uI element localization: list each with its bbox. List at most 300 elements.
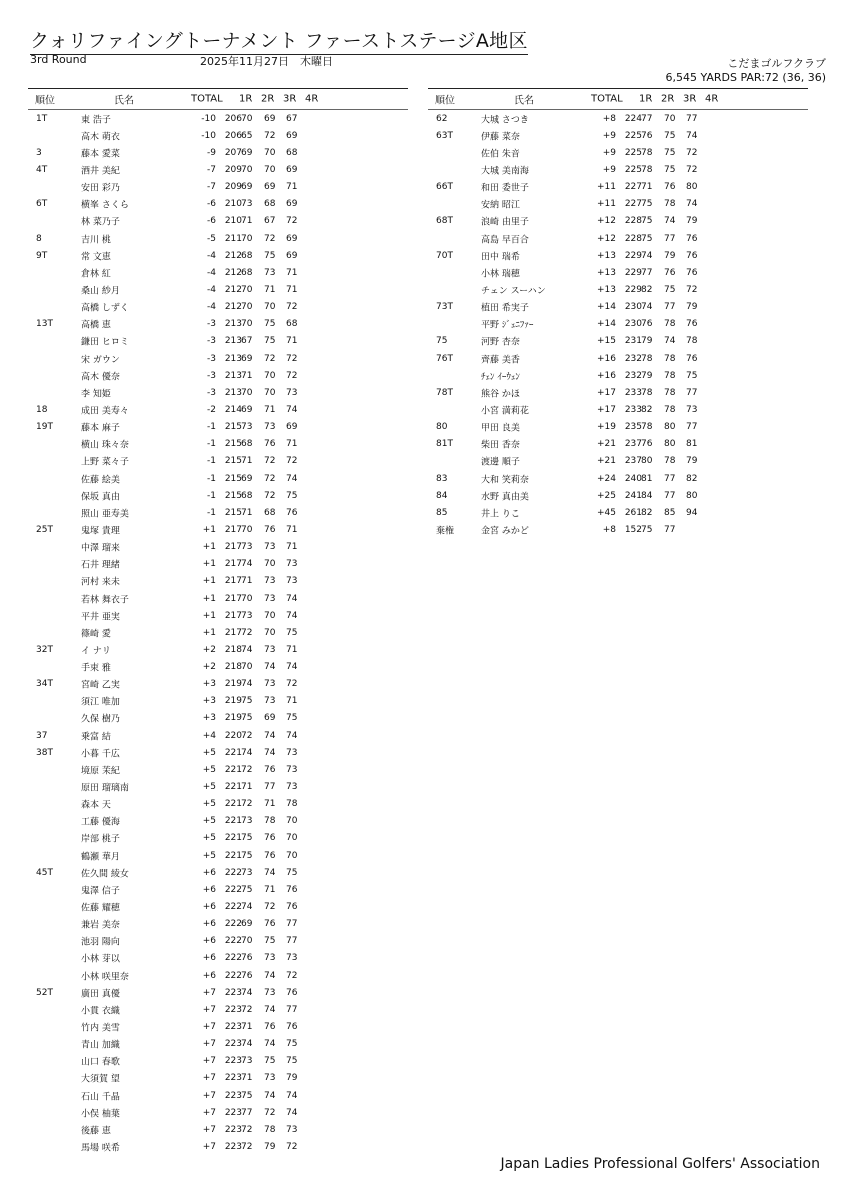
- round3-score: 71: [286, 696, 298, 707]
- round3-score: 77: [286, 919, 298, 930]
- to-par-cell: +13: [597, 250, 616, 261]
- player-name: 高橋 恵: [81, 320, 111, 331]
- player-name: 鬼澤 信子: [81, 886, 120, 897]
- total-score-cell: 215: [224, 456, 242, 467]
- table-row: [28, 110, 408, 127]
- total-score-cell: 241: [624, 490, 642, 501]
- round3-score: 81: [686, 439, 698, 450]
- to-par-cell: +25: [597, 490, 616, 501]
- round2-score: 69: [264, 182, 276, 193]
- round2-score: 72: [264, 130, 276, 141]
- round2-score: 72: [264, 1107, 276, 1118]
- round1-score: 78: [641, 387, 653, 398]
- round3-score: 73: [286, 559, 298, 570]
- round2-score: 70: [264, 370, 276, 381]
- round2-score: 77: [264, 782, 276, 793]
- table-row: [428, 470, 808, 487]
- player-name: 李 知姫: [81, 389, 111, 400]
- total-score-cell: 223: [224, 1090, 242, 1101]
- total-score-cell: 222: [224, 936, 242, 947]
- table-row: [28, 196, 408, 213]
- round2-score: 76: [264, 833, 276, 844]
- total-score-cell: 206: [224, 113, 242, 124]
- table-row: [28, 401, 408, 418]
- rank-cell: 83: [436, 473, 448, 484]
- to-par-cell: +2: [202, 644, 216, 655]
- round3-score: 80: [686, 182, 698, 193]
- table-row: [28, 419, 408, 436]
- player-name: 山口 春歌: [81, 1057, 120, 1068]
- round3-score: 94: [686, 507, 698, 518]
- to-par-cell: +13: [597, 284, 616, 295]
- player-name: 柴田 香奈: [481, 440, 520, 451]
- to-par-cell: +6: [202, 953, 216, 964]
- round3-score: 74: [286, 662, 298, 673]
- round3-score: 72: [686, 284, 698, 295]
- round2-score: 74: [264, 970, 276, 981]
- round2-score: 75: [664, 147, 676, 158]
- round3-score: 77: [286, 936, 298, 947]
- round1-score: 77: [641, 267, 653, 278]
- round1-score: 74: [241, 902, 253, 913]
- player-name: 兼岩 美奈: [81, 920, 120, 931]
- rank-cell: 76T: [436, 353, 453, 364]
- player-name: 田中 瑞希: [481, 252, 520, 263]
- round3-score: 77: [686, 387, 698, 398]
- table-row: [428, 264, 808, 281]
- total-score-cell: 209: [224, 164, 242, 175]
- round1-score: 70: [241, 524, 253, 535]
- round2-score: 85: [664, 507, 676, 518]
- round3-score: 77: [686, 422, 698, 433]
- player-name: 久保 樹乃: [81, 714, 120, 725]
- round3-score: 76: [686, 353, 698, 364]
- to-par-cell: -1: [207, 507, 216, 518]
- round1-score: 82: [641, 507, 653, 518]
- col-r1-header: 1R: [239, 93, 253, 105]
- round1-score: 73: [241, 199, 253, 210]
- round1-score: 75: [241, 1090, 253, 1101]
- round2-score: 70: [264, 610, 276, 621]
- table-row: [428, 179, 808, 196]
- round3-score: 72: [686, 164, 698, 175]
- total-score-cell: 206: [224, 130, 242, 141]
- player-name: 佐久間 綾女: [81, 869, 129, 880]
- to-par-cell: -1: [207, 490, 216, 501]
- table-row: [28, 230, 408, 247]
- round2-score: 78: [664, 199, 676, 210]
- player-name: 成田 美寿々: [81, 406, 129, 417]
- round2-score: 73: [264, 542, 276, 553]
- round2-score: 69: [264, 713, 276, 724]
- col-name-header: 氏名: [114, 95, 134, 107]
- round1-score: 75: [641, 199, 653, 210]
- rank-cell: 棄権: [436, 526, 455, 537]
- round3-score: 79: [286, 1073, 298, 1084]
- results-table-left: [28, 88, 408, 1156]
- rank-cell: 4T: [36, 164, 48, 175]
- player-name: 常 文恵: [81, 252, 111, 263]
- total-score-cell: 223: [224, 1039, 242, 1050]
- player-name: ﾁｪﾝ ｲｰｳｪﾝ: [481, 372, 520, 383]
- round1-score: 72: [241, 799, 253, 810]
- round3-score: 75: [286, 1056, 298, 1067]
- total-score-cell: 221: [224, 833, 242, 844]
- table-row: [428, 144, 808, 161]
- player-name: 小暮 千広: [81, 749, 120, 760]
- to-par-cell: +11: [597, 199, 616, 210]
- round3-score: 73: [286, 387, 298, 398]
- table-header: [28, 88, 408, 110]
- table-row: [28, 967, 408, 984]
- round1-score: 75: [641, 524, 653, 535]
- to-par-cell: +1: [202, 627, 216, 638]
- to-par-cell: +8: [602, 524, 616, 535]
- to-par-cell: +1: [202, 542, 216, 553]
- total-score-cell: 223: [224, 1073, 242, 1084]
- total-score-cell: 224: [624, 113, 642, 124]
- round1-score: 74: [241, 559, 253, 570]
- round2-score: 70: [264, 559, 276, 570]
- to-par-cell: +9: [602, 130, 616, 141]
- to-par-cell: -4: [207, 302, 216, 313]
- player-name: 安納 昭江: [481, 200, 520, 211]
- round2-score: 74: [264, 867, 276, 878]
- player-name: 上野 菜々子: [81, 457, 129, 468]
- round3-score: 69: [286, 164, 298, 175]
- table-row: [28, 607, 408, 624]
- table-row: [428, 367, 808, 384]
- player-name: 横峯 さくら: [81, 200, 129, 211]
- col-r4-header: 4R: [705, 93, 719, 105]
- round1-score: 74: [241, 644, 253, 655]
- venue-label: こだまゴルフクラブ: [727, 57, 826, 70]
- to-par-cell: -1: [207, 456, 216, 467]
- table-row: [28, 127, 408, 144]
- round3-score: 77: [286, 1004, 298, 1015]
- rank-cell: 75: [436, 336, 448, 347]
- round3-score: 70: [286, 816, 298, 827]
- round3-score: 77: [686, 113, 698, 124]
- player-name: チェン スーハン: [481, 286, 546, 297]
- total-score-cell: 232: [624, 370, 642, 381]
- to-par-cell: +7: [202, 1124, 216, 1135]
- player-name: 安田 彩乃: [81, 183, 120, 194]
- player-name: 高木 優奈: [81, 372, 120, 383]
- round3-score: 71: [286, 439, 298, 450]
- table-row: [28, 453, 408, 470]
- round1-score: 73: [241, 867, 253, 878]
- player-name: 吉川 桃: [81, 235, 111, 246]
- player-name: 藤本 愛菜: [81, 149, 120, 160]
- round1-score: 73: [241, 422, 253, 433]
- total-score-cell: 221: [224, 799, 242, 810]
- round3-score: 76: [686, 319, 698, 330]
- round1-score: 74: [641, 250, 653, 261]
- round3-score: 82: [686, 473, 698, 484]
- to-par-cell: +1: [202, 576, 216, 587]
- footer-organization: Japan Ladies Professional Golfers' Association: [500, 1156, 820, 1172]
- player-name: 河村 来未: [81, 577, 120, 588]
- table-row: [28, 213, 408, 230]
- round1-score: 72: [241, 627, 253, 638]
- rank-cell: 3: [36, 147, 42, 158]
- total-score-cell: 215: [224, 439, 242, 450]
- total-score-cell: 227: [624, 182, 642, 193]
- round2-score: 72: [264, 473, 276, 484]
- rank-cell: 19T: [36, 422, 53, 433]
- to-par-cell: -6: [207, 216, 216, 227]
- round3-score: 74: [286, 473, 298, 484]
- to-par-cell: +6: [202, 970, 216, 981]
- total-score-cell: 222: [224, 953, 242, 964]
- player-name: 鬼塚 貴理: [81, 526, 120, 537]
- round1-score: 68: [241, 490, 253, 501]
- round2-score: 67: [264, 216, 276, 227]
- round2-score: 78: [664, 404, 676, 415]
- table-row: [428, 230, 808, 247]
- round1-score: 68: [241, 439, 253, 450]
- round3-score: 72: [286, 370, 298, 381]
- player-name: 高島 早百合: [481, 235, 529, 246]
- rank-cell: 1T: [36, 113, 48, 124]
- round3-score: 72: [686, 147, 698, 158]
- round3-score: 68: [286, 319, 298, 330]
- total-score-cell: 218: [224, 662, 242, 673]
- round2-score: 77: [664, 524, 676, 535]
- to-par-cell: +13: [597, 267, 616, 278]
- player-name: 大城 美南海: [481, 166, 529, 177]
- round1-score: 76: [641, 130, 653, 141]
- total-score-cell: 225: [624, 147, 642, 158]
- total-score-cell: 222: [224, 919, 242, 930]
- to-par-cell: -7: [207, 164, 216, 175]
- to-par-cell: +2: [202, 662, 216, 673]
- total-score-cell: 222: [224, 884, 242, 895]
- total-score-cell: 240: [624, 473, 642, 484]
- total-score-cell: 222: [224, 867, 242, 878]
- to-par-cell: -9: [207, 147, 216, 158]
- table-row: [28, 573, 408, 590]
- table-row: [28, 367, 408, 384]
- total-score-cell: 210: [224, 216, 242, 227]
- round2-score: 79: [664, 250, 676, 261]
- player-name: 東 浩子: [81, 115, 111, 126]
- round1-score: 73: [241, 1056, 253, 1067]
- total-score-cell: 217: [224, 542, 242, 553]
- total-score-cell: 222: [224, 902, 242, 913]
- round3-score: 72: [286, 353, 298, 364]
- table-row: [28, 1001, 408, 1018]
- round1-score: 71: [241, 456, 253, 467]
- round2-score: 78: [664, 456, 676, 467]
- to-par-cell: +6: [202, 936, 216, 947]
- total-score-cell: 221: [224, 747, 242, 758]
- table-row: [28, 264, 408, 281]
- round2-score: 73: [264, 267, 276, 278]
- table-row: [28, 796, 408, 813]
- round1-score: 70: [241, 164, 253, 175]
- table-row: [28, 521, 408, 538]
- round2-score: 68: [264, 199, 276, 210]
- table-row: [28, 727, 408, 744]
- player-name: 高木 萌衣: [81, 132, 120, 143]
- round3-score: 74: [686, 130, 698, 141]
- round1-score: 79: [641, 336, 653, 347]
- round1-score: 72: [241, 1124, 253, 1135]
- round3-score: 73: [286, 764, 298, 775]
- round2-score: 73: [264, 1073, 276, 1084]
- table-row: [28, 916, 408, 933]
- round1-score: 65: [241, 130, 253, 141]
- round3-score: 72: [286, 302, 298, 313]
- player-name: 水野 真由美: [481, 492, 529, 503]
- table-row: [28, 1036, 408, 1053]
- total-score-cell: 221: [224, 782, 242, 793]
- round1-score: 69: [241, 404, 253, 415]
- player-name: 大須賀 望: [81, 1074, 120, 1085]
- table-row: [28, 813, 408, 830]
- round1-score: 70: [241, 302, 253, 313]
- round1-score: 76: [641, 319, 653, 330]
- round2-score: 74: [264, 1004, 276, 1015]
- to-par-cell: +15: [597, 336, 616, 347]
- round1-score: 69: [241, 147, 253, 158]
- table-row: [428, 487, 808, 504]
- player-name: 照山 亜寿美: [81, 509, 129, 520]
- to-par-cell: +3: [202, 713, 216, 724]
- total-score-cell: 225: [624, 164, 642, 175]
- rank-cell: 81T: [436, 439, 453, 450]
- player-name: 馬場 咲希: [81, 1143, 120, 1154]
- table-row: [28, 1053, 408, 1070]
- round2-score: 72: [264, 353, 276, 364]
- to-par-cell: -3: [207, 319, 216, 330]
- player-name: 倉林 紅: [81, 269, 111, 280]
- round3-score: 75: [286, 627, 298, 638]
- round1-score: 75: [641, 233, 653, 244]
- round2-score: 74: [264, 1039, 276, 1050]
- to-par-cell: +9: [602, 147, 616, 158]
- round2-score: 75: [664, 130, 676, 141]
- table-row: [28, 179, 408, 196]
- round2-score: 71: [264, 799, 276, 810]
- table-row: [28, 710, 408, 727]
- table-row: [28, 1018, 408, 1035]
- player-name: 横山 珠々奈: [81, 440, 129, 451]
- table-row: [28, 384, 408, 401]
- table-body: [428, 110, 808, 539]
- table-row: [28, 333, 408, 350]
- to-par-cell: +6: [202, 919, 216, 930]
- to-par-cell: +19: [597, 422, 616, 433]
- player-name: 小林 瑞穂: [481, 269, 520, 280]
- to-par-cell: -10: [201, 113, 216, 124]
- table-row: [28, 281, 408, 298]
- round3-score: 72: [286, 216, 298, 227]
- round1-score: 72: [241, 730, 253, 741]
- round1-score: 71: [241, 370, 253, 381]
- total-score-cell: 217: [224, 593, 242, 604]
- to-par-cell: -3: [207, 387, 216, 398]
- rank-cell: 62: [436, 113, 448, 124]
- player-name: 竹内 美雪: [81, 1023, 120, 1034]
- round1-score: 74: [241, 1039, 253, 1050]
- round3-score: 70: [286, 850, 298, 861]
- to-par-cell: +17: [597, 387, 616, 398]
- table-row: [28, 504, 408, 521]
- total-score-cell: 223: [224, 1107, 242, 1118]
- player-name: 浪崎 由里子: [481, 217, 529, 228]
- total-score-cell: 214: [224, 404, 242, 415]
- round3-score: 74: [286, 610, 298, 621]
- total-score-cell: 231: [624, 336, 642, 347]
- round1-score: 81: [641, 473, 653, 484]
- player-name: 大城 さつき: [481, 115, 529, 126]
- round2-score: 80: [664, 422, 676, 433]
- player-name: 保坂 真由: [81, 492, 120, 503]
- to-par-cell: +6: [202, 867, 216, 878]
- total-score-cell: 215: [224, 490, 242, 501]
- round2-score: 70: [264, 387, 276, 398]
- table-row: [28, 350, 408, 367]
- to-par-cell: +14: [597, 319, 616, 330]
- table-row: [28, 641, 408, 658]
- total-score-cell: 233: [624, 387, 642, 398]
- round2-score: 73: [264, 593, 276, 604]
- to-par-cell: +7: [202, 1090, 216, 1101]
- round1-score: 82: [641, 284, 653, 295]
- table-row: [28, 898, 408, 915]
- to-par-cell: +7: [202, 987, 216, 998]
- total-score-cell: 230: [624, 319, 642, 330]
- total-score-cell: 213: [224, 336, 242, 347]
- to-par-cell: +7: [202, 1004, 216, 1015]
- table-row: [28, 1104, 408, 1121]
- total-score-cell: 222: [224, 970, 242, 981]
- to-par-cell: +9: [602, 164, 616, 175]
- course-info: 6,545 YARDS PAR:72 (36, 36): [665, 71, 826, 84]
- table-row: [28, 778, 408, 795]
- round3-score: 69: [286, 199, 298, 210]
- table-row: [428, 521, 808, 538]
- total-score-cell: 152: [624, 524, 642, 535]
- to-par-cell: +7: [202, 1039, 216, 1050]
- round2-score: 79: [264, 1142, 276, 1152]
- table-row: [28, 539, 408, 556]
- to-par-cell: +12: [597, 233, 616, 244]
- round3-score: 67: [286, 113, 298, 124]
- to-par-cell: +16: [597, 353, 616, 364]
- player-name: 若林 舞衣子: [81, 595, 129, 605]
- total-score-cell: 223: [224, 1142, 242, 1152]
- rank-cell: 73T: [436, 302, 453, 313]
- round3-score: 72: [286, 1142, 298, 1152]
- round1-score: 69: [241, 473, 253, 484]
- to-par-cell: -1: [207, 473, 216, 484]
- round1-score: 71: [241, 216, 253, 227]
- round3-score: 75: [286, 713, 298, 724]
- to-par-cell: -3: [207, 353, 216, 364]
- round2-score: 70: [264, 302, 276, 313]
- to-par-cell: +5: [202, 782, 216, 793]
- round1-score: 71: [241, 1022, 253, 1033]
- round2-score: 76: [264, 439, 276, 450]
- rank-cell: 70T: [436, 250, 453, 261]
- round1-score: 75: [641, 216, 653, 227]
- table-row: [428, 401, 808, 418]
- to-par-cell: +16: [597, 370, 616, 381]
